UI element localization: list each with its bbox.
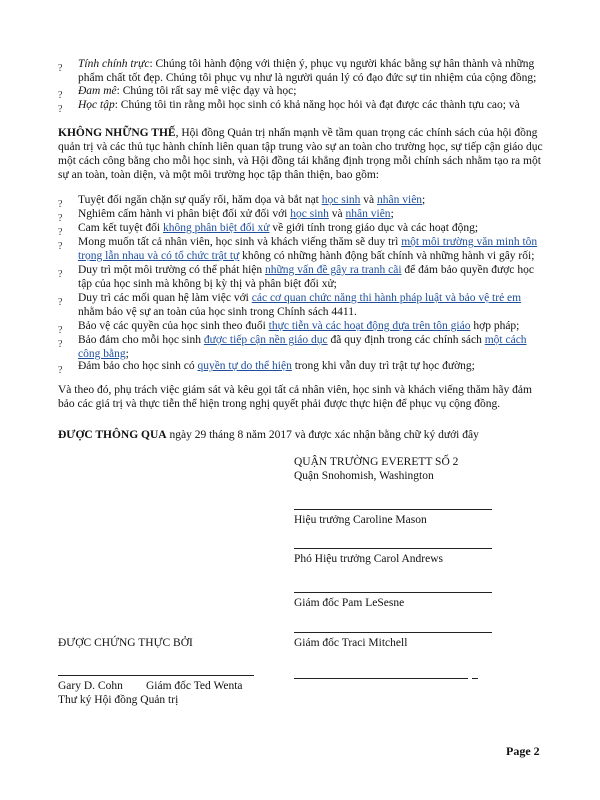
value-integrity: Tính chính trực: Chúng tôi hành động với thiện ý, phục vụ người khác bằng sự hân thành và những phẩm chất tốt đẹp. Chúng tôi phục vụ như là người quản lý có đạo đức sự tin nhiệm của cộng đồng; (78, 58, 537, 84)
bullet-icon: ? (58, 104, 63, 115)
closing-paragraph: Và theo đó, phụ trách việc giám sát và kêu gọi tất cả nhân viên, học sinh và khách viếng thăm hãy đảm bảo các giá trị và thực tiễn thể hiện trong nghị quyết phải được thực hiện để phục vụ cộng đồng. (58, 384, 532, 410)
signature-vice-principal: Phó Hiệu trưởng Carol Andrews (294, 553, 444, 565)
bullet-icon: ? (58, 325, 63, 336)
page-number: Page 2 (506, 744, 540, 758)
policy-text: không có những hành động bất chính và những hành vi gây rối; (239, 250, 535, 262)
policy-text: và (328, 208, 346, 220)
policy-text: Bảo đảm cho mỗi học sinh (78, 334, 204, 346)
policy-item (78, 319, 548, 333)
policy-link[interactable]: thực tiễn và các hoạt động dựa trên tôn giáo (268, 320, 471, 332)
policy-item (78, 235, 548, 263)
policy-link[interactable]: các cơ quan chức năng thi hành pháp luật và bảo vệ trẻ em (251, 292, 522, 304)
policy-item (78, 291, 548, 319)
bullet-icon: ? (58, 241, 63, 252)
value-learning: Học tập: Chúng tôi tin rằng mỗi học sinh có khả năng học hỏi và đạt được các thành tựu cao; và (78, 99, 520, 111)
policy-text: đã quy định trong các chính sách (327, 334, 485, 346)
policy-text: ; (422, 194, 426, 206)
policy-item (78, 333, 548, 361)
policy-text: ; (390, 208, 394, 220)
certified-label: ĐƯỢC CHỨNG THỰC BỞI (58, 637, 193, 649)
policy-text: Cam kết tuyệt đối (78, 222, 163, 234)
policy-text: Mong muốn tất cả nhân viên, học sinh và khách viếng thăm sẽ duy trì (78, 236, 402, 248)
value-passion: Đam mê: Chúng tôi rất say mê việc dạy và học; (78, 85, 297, 97)
bullet-icon: ? (58, 213, 63, 224)
policy-item (78, 359, 548, 373)
intro-paragraph: KHÔNG NHỮNG THẾ, Hội đồng Quản trị nhấn mạnh về tầm quan trọng các chính sách của hội đồng quản trị và các thủ tục hành chính liên quan tập trung vào sự an toàn cho trường học, sự tiếp cận giáo dục một cách công bằng cho mỗi học sinh, và Hội đồng tái khẳng định trọng mỗi chính sách nhằm tạo ra một sự an toàn, toàn diện, và một môi trường học tập thân thiện, bao gồm: (58, 127, 543, 181)
certified-director: Giám đốc Ted Wenta (146, 680, 243, 692)
policy-text: Duy trì một môi trường có thể phát hiện (78, 264, 266, 276)
policy-text: và (360, 194, 378, 206)
bullet-icon: ? (58, 199, 63, 210)
signature-director-2: Giám đốc Traci Mitchell (294, 637, 408, 649)
policy-text: Tuyệt đối ngăn chặn sự quấy rối, hăm dọa và bắt nạt (78, 194, 322, 206)
policy-text: Đảm bảo cho học sinh có (78, 360, 198, 372)
policy-item (78, 221, 548, 235)
district-county: Quận Snohomish, Washington (294, 470, 434, 482)
policy-link[interactable]: những vấn đề gây ra tranh cãi (265, 264, 402, 276)
certified-name: Gary D. Cohn (58, 680, 123, 692)
adopted-line: ĐƯỢC THÔNG QUA ngày 29 tháng 8 năm 2017 và được xác nhận bằng chữ ký dưới đây (58, 429, 479, 441)
bullet-icon: ? (58, 297, 63, 308)
signature-line (294, 548, 492, 549)
bullet-icon: ? (58, 339, 63, 350)
policy-text: trong khi vẫn duy trì trật tự học đường; (291, 360, 475, 372)
policy-text: để đảm bảo quyền được học tập của học sinh mà không bị kỳ thị và phân biệt đối xử; (78, 264, 534, 290)
signature-line (294, 632, 492, 633)
bullet-icon: ? (58, 90, 63, 101)
signature-line (294, 592, 492, 593)
policy-text: về giới tính trong giáo dục và các hoạt động; (269, 222, 479, 234)
policy-text: Duy trì các mối quan hệ làm việc với (78, 292, 252, 304)
policy-text: nhằm bảo vệ sự an toàn của học sinh trong Chính sách 4411. (78, 306, 357, 318)
policy-link[interactable]: được tiếp cận nền giáo dục (203, 334, 328, 346)
policy-link[interactable]: quyền tự do thể hiện (197, 360, 292, 372)
policy-link[interactable]: nhân viên (345, 208, 391, 220)
policy-text: Nghiêm cấm hành vi phân biệt đối xử đối với (78, 208, 291, 220)
signature-line (294, 509, 492, 510)
policy-link[interactable]: học sinh (290, 208, 329, 220)
bullet-icon: ? (58, 63, 63, 74)
policy-link[interactable]: một cách công bằng (78, 334, 527, 360)
signature-line (294, 678, 468, 679)
bullet-icon: ? (58, 365, 63, 376)
policy-item (78, 263, 548, 291)
signature-line-tail (472, 678, 478, 679)
policy-link[interactable]: một môi trường văn minh tôn trọng lẫn nhau và có tổ chức trật tự (78, 236, 538, 262)
policy-text: ; (125, 348, 129, 360)
policy-item (78, 207, 548, 221)
policy-link[interactable]: không phân biệt đối xử (162, 222, 270, 234)
bullet-icon: ? (58, 227, 63, 238)
policy-link[interactable]: học sinh (321, 194, 361, 206)
signature-director-1: Giám đốc Pam LeSesne (294, 597, 405, 609)
policy-text: Bảo vệ các quyền của học sinh theo đuổi (78, 320, 269, 332)
certified-title: Thư ký Hội đồng Quản trị (58, 694, 179, 706)
policy-item (78, 193, 548, 207)
bullet-icon: ? (58, 269, 63, 280)
policy-text: hợp pháp; (470, 320, 520, 332)
signature-line (58, 675, 254, 676)
policy-link[interactable]: nhân viên (377, 194, 423, 206)
district-name: QUẬN TRƯỜNG EVERETT SỐ 2 (294, 456, 459, 468)
signature-principal: Hiệu trưởng Caroline Mason (294, 514, 427, 526)
